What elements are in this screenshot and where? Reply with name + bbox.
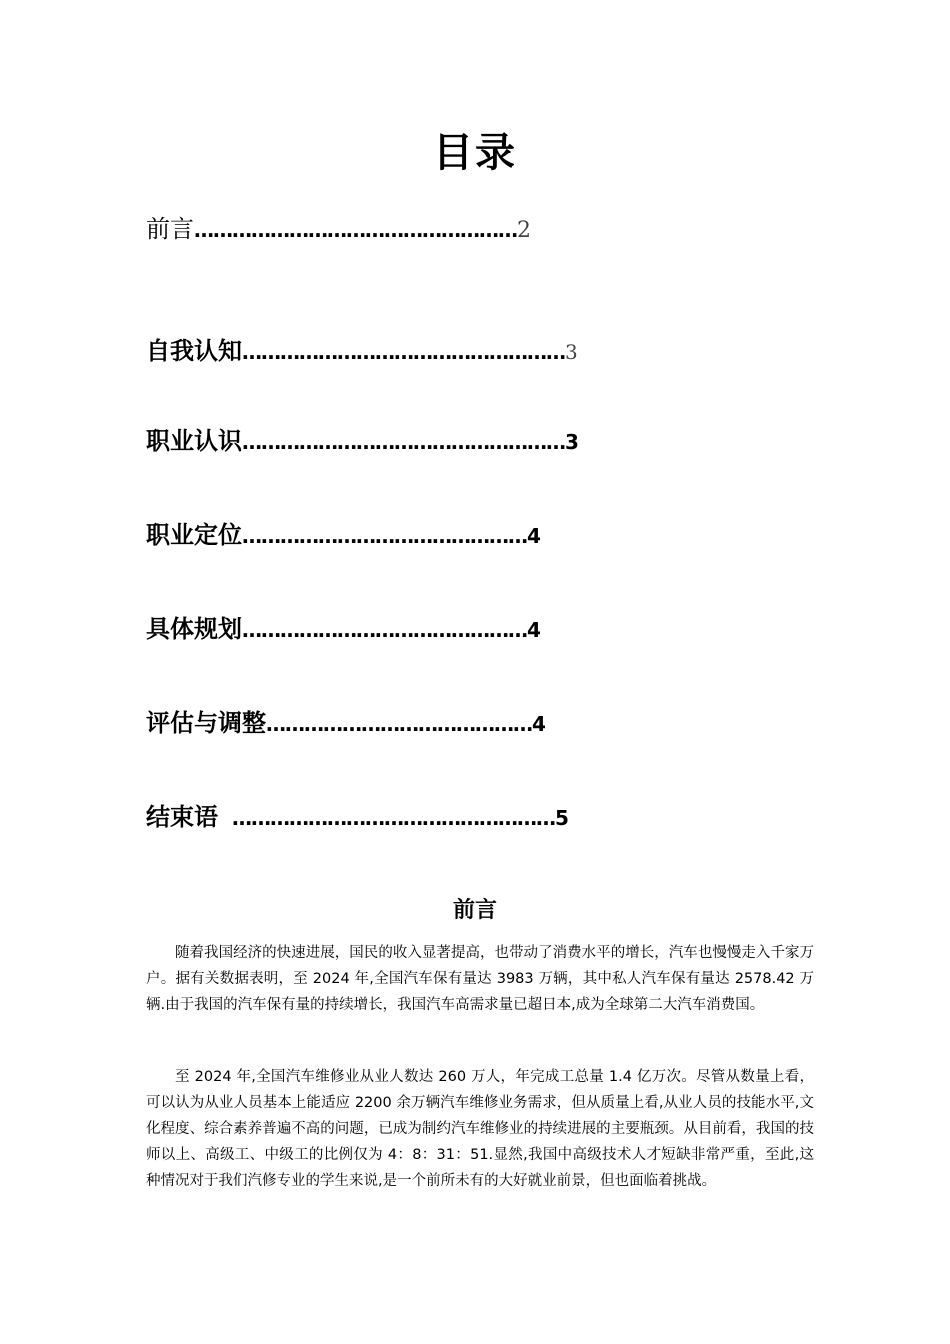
toc-entry-leader: …………………………………………… bbox=[242, 430, 565, 454]
toc-entry-leader: …………………………………… bbox=[266, 712, 532, 736]
toc-entry-page: 3 bbox=[565, 430, 579, 454]
toc-entry-leader: …………………………………………… bbox=[232, 806, 555, 830]
toc-entry-page: 2 bbox=[517, 218, 531, 243]
toc-entry-label: 前言 bbox=[146, 215, 194, 243]
toc-entry-page: 4 bbox=[527, 618, 541, 642]
preface-heading: 前言 bbox=[452, 898, 497, 923]
toc-entry-label: 职业认识 bbox=[146, 427, 242, 455]
toc-entry-label: 评估与调整 bbox=[146, 709, 266, 737]
toc-entry-specific-plan[interactable] bbox=[146, 614, 541, 647]
toc-entry-label: 具体规划 bbox=[146, 615, 242, 643]
toc-entry-page: 4 bbox=[532, 712, 546, 736]
toc-entry-career-awareness[interactable] bbox=[146, 426, 579, 459]
toc-entry-leader: ……………………………………… bbox=[242, 618, 527, 642]
toc-entry-label: 职业定位 bbox=[146, 521, 242, 549]
toc-entry-label: 自我认知 bbox=[146, 337, 242, 365]
toc-entry-career-positioning[interactable] bbox=[146, 520, 541, 553]
toc-entry-page: 5 bbox=[555, 806, 569, 830]
toc-entry-page: 4 bbox=[527, 524, 541, 548]
toc-entry-conclusion[interactable] bbox=[146, 802, 569, 835]
preface-paragraph: 随着我国经济的快速进展，国民的收入显著提高，也带动了消费水平的增长，汽车也慢慢走入千家万户。据有关数据表明，至 2024 年,全国汽车保有量达 3983 万辆，其中私人汽车保有量达 2578.42 万辆.由于我国的汽车保有量的持续增长，我国汽车高需求量已超日本,成为全球第二大汽车消费国。 bbox=[146, 945, 814, 1013]
toc-entry-page: 3 bbox=[565, 340, 578, 364]
toc-entry-preface[interactable] bbox=[146, 214, 531, 247]
toc-entry-self-awareness[interactable] bbox=[146, 336, 578, 369]
toc-entry-leader: …………………………………………… bbox=[242, 340, 565, 364]
toc-entry-leader: …………………………………………… bbox=[194, 218, 517, 242]
toc-entry-leader: ……………………………………… bbox=[242, 524, 527, 548]
toc-entry-evaluation[interactable] bbox=[146, 708, 546, 741]
toc-entry-label: 结束语 bbox=[146, 803, 218, 831]
toc-title: 目录 bbox=[433, 130, 517, 176]
preface-paragraph: 至 2024 年,全国汽车维修业从业人数达 260 万人，年完成工总量 1.4 亿万次。尽管从数量上看，可以认为从业人员基本上能适应 2200 余万辆汽车维修业务需求，但从质量上看,从业人员的技能水平,文化程度、综合素养普遍不高的问题，已成为制约汽车维修业的持续进展的主要瓶颈。从目前看，我国的技师以上、高级工、中级工的比例仅为 4：8：31：51.显然,我国中高级技术人才短缺非常严重，至此,这种情况对于我们汽修专业的学生来说,是一个前所未有的大好就业前景，但也面临着挑战。 bbox=[146, 1069, 814, 1189]
